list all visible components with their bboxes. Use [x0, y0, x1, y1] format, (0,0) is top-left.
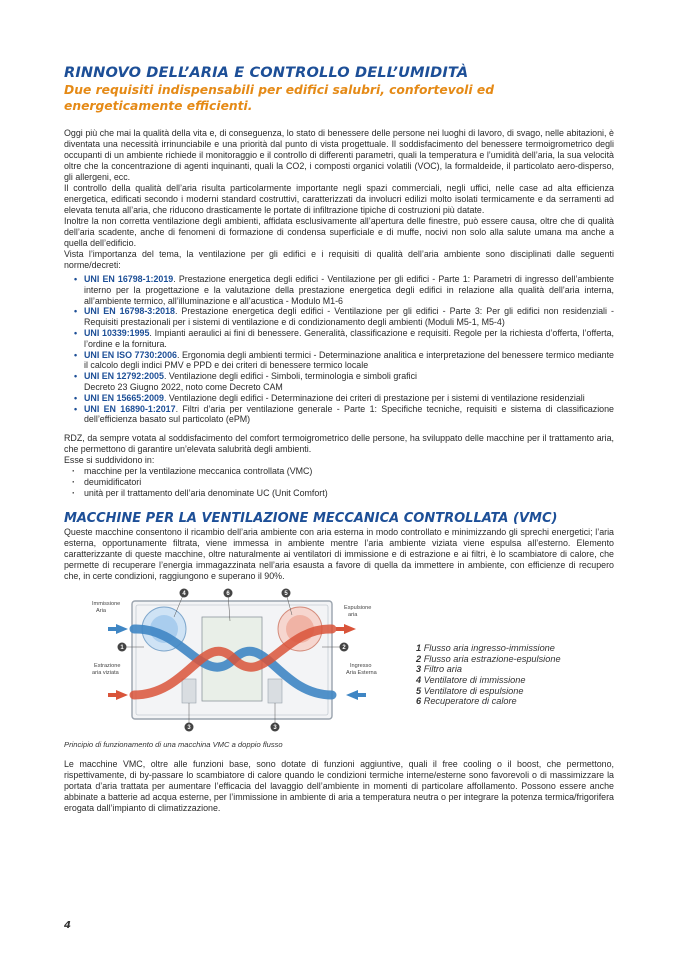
norms-list [64, 274, 614, 425]
page-number: 4 [64, 920, 71, 931]
legend-item: 2 Flusso aria estrazione-espulsione [416, 653, 561, 664]
intro-paragraph-3: Inoltre la non corretta ventilazione degli ambienti, affidata esclusivamente all’apertura delle finestre, può essere causa, oltre che di qualità dell’aria scadente, anche di fenomeni di formazione di condensa superficiale e di muffe, nocivi non solo alla salute umana ma anche a quella dell’edificio. [64, 216, 614, 248]
label-ingresso-1: Ingresso [350, 663, 372, 670]
exhaust-arrow-icon [336, 624, 356, 634]
machine-types-list [64, 466, 614, 499]
svg-text:1: 1 [120, 645, 124, 652]
page-title: RINNOVO DELL’ARIA E CONTROLLO DELL’UMIDITÀ [64, 64, 469, 81]
label-ingresso-2: Aria Esterna [346, 670, 377, 677]
supply-arrow-icon [108, 624, 128, 634]
norm-item: • UNI EN 16798-1:2019. Prestazione energetica degli edifici - Ventilazione per gli edifici - Parte 1: Parametri di ingresso dell’ambiente interno per la progettazione e la valutazione della prestazione energetica degli edifici in relazione alla qualità dell’aria interna, all’ambiente termico, all’illuminazione e all’acustica - Modulo M1-6 [84, 274, 614, 306]
page-content [64, 64, 614, 814]
intake-arrow-icon [346, 690, 366, 700]
intro-paragraph-2: Il controllo della qualità dell’aria risulta particolarmente importante negli spazi commerciali, negli uffici, nelle case ad alta efficienza energetica, edificati secondo i moderni standard costruttivi, caratterizzati da involucri edilizi molto isolati termicamente e da serramenti ad elevata tenuta all’aria, che riducono drasticamente le portate di infiltrazione tipiche di costruzioni più datate. [64, 183, 614, 215]
svg-text:2: 2 [342, 645, 346, 652]
diagram-caption: Principio di funzionamento di una macchina VMC a doppio flusso [64, 740, 283, 750]
label-immissione-2: Aria [96, 608, 106, 615]
legend-item: 4 Ventilatore di immissione [416, 674, 526, 685]
diagram-legend [416, 643, 561, 707]
filter-right [268, 679, 282, 703]
extract-arrow-icon [108, 690, 128, 700]
norm-item: • UNI EN 15665:2009. Ventilazione degli edifici - Determinazione dei criteri di prestazione per i sistemi di ventilazione residenziali [84, 393, 614, 404]
legend-item: 6 Recuperatore di calore [416, 696, 517, 707]
legend-item: 1 Flusso aria ingresso-immissione [416, 643, 555, 654]
label-espulsione-2: aria [348, 612, 358, 619]
label-estrazione-1: Estrazione [94, 663, 121, 670]
legend-item: 5 Ventilatore di espulsione [416, 685, 524, 696]
svg-text:4: 4 [182, 591, 186, 598]
vmc-diagram-illustration [64, 587, 404, 737]
label-estrazione-2: aria viziata [92, 670, 119, 677]
svg-text:3: 3 [273, 725, 277, 732]
norm-item: • UNI EN 16798-3:2018. Prestazione energetica degli edifici - Ventilazione per gli edifici - Parte 3: Per gli edifici non residenziali - Requisiti prestazionali per i sistemi di ventilazione e di condizionamento degli ambienti (Moduli M5-1, M5-4) [84, 306, 614, 328]
norm-item-note: Decreto 23 Giugno 2022, noto come Decreto CAM [84, 381, 283, 392]
label-immissione-1: Immissione [92, 601, 121, 608]
rdz-paragraph: RDZ, da sempre votata al soddisfacimento del comfort termoigrometrico delle persone, ha sviluppato delle macchine per il trattamento aria, che permettono di garantire un’elevata salubrità degli ambienti. [64, 433, 614, 455]
subdivision-intro: Esse si suddividono in: [64, 455, 155, 466]
machine-type-item: · macchine per la ventilazione meccanica controllata (VMC) [72, 466, 614, 477]
norm-item: • UNI EN ISO 7730:2006. Ergonomia degli ambienti termici - Determinazione analitica e interpretazione del benessere termico mediante il calcolo degli indici PMV e PPD e dei criteri di benessere termico locale [84, 350, 614, 372]
machine-type-item: · unità per il trattamento dell’aria denominate UC (Unit Comfort) [72, 488, 614, 499]
filter-left [182, 679, 196, 703]
vmc-section-title: MACCHINE PER LA VENTILAZIONE MECCANICA CONTROLLATA (VMC) [64, 511, 558, 527]
vmc-paragraph: Queste macchine consentono il ricambio dell’aria ambiente con aria esterna in modo controllato e minimizzando gli sprechi energetici; l’aria esterna, opportunamente filtrata, viene immessa in ambiente mentre l’aria ambiente viziata viene espulsa all’esterno. Elemento caratterizzante di queste macchine, oltre naturalmente ai ventilatori di immissione e di estrazione e ai filtri, è lo scambiatore di calore, che permette di recuperare l’energia immagazzinata nell’aria esausta a favore di quella da immettere in ambiente, con efficienze di recupero che, in certe condizioni, raggiungono e superano il 90%. [64, 527, 614, 582]
norm-item: • UNI EN 16890-1:2017. Filtri d’aria per ventilazione generale - Parte 1: Specifiche tecniche, requisiti e sistema di classificazione dell’efficienza basato sul particolato (ePM) [84, 404, 614, 426]
label-espulsione-1: Espulsione [344, 605, 372, 612]
intro-paragraph-1: Oggi più che mai la qualità della vita e, di conseguenza, lo stato di benessere delle persone nei luoghi di lavoro, di svago, nelle abitazioni, è diventata una necessità irrinunciabile e una priorità dal punto di vista progettuale. Il soddisfacimento del benessere termoigrometrico degli occupanti di un ambiente richiede il monitoraggio e il controllo di differenti parametri, quali la temperatura e l’umidità dell’aria, la sua velocità oltre che la concentrazione di agenti inquinanti, quali la CO2, i composti organici volatili (VOC), la formaldeide, il particolato aero-disperso, gli allergeni, ecc. [64, 128, 614, 182]
page-subtitle: Due requisiti indispensabili per edifici salubri, confortevoli ed energeticamente efficienti. [64, 83, 495, 113]
svg-text:5: 5 [284, 591, 288, 598]
closing-paragraph: Le macchine VMC, oltre alle funzioni base, sono dotate di funzioni aggiuntive, quali il free cooling o il boost, che permettono, rispettivamente, di by-passare lo scambiatore di calore quando le condizioni termiche interne/esterne sono favorevoli o di massimizzare la portata d’aria trattata per aumentare l’efficacia del lavaggio dell’ambiente in momenti di particolare affollamento. Possono essere anche abbinate a batterie ad acqua esterne, per l’immissione in ambiente di aria a temperatura neutra o per integrare la potenza termica/frigorifera erogata dall’impianto di climatizzazione. [64, 759, 614, 814]
norm-item: • UNI 10339:1995. Impianti aeraulici ai fini di benessere. Generalità, classificazione e requisiti. Regole per la richiesta d’offerta, l’offerta, l’ordine e la fornitura. [84, 328, 614, 350]
norm-item: • UNI EN 12792:2005. Ventilazione degli edifici - Simboli, terminologia e simboli grafici [84, 371, 614, 382]
svg-text:3: 3 [187, 725, 191, 732]
svg-text:6: 6 [226, 591, 230, 598]
legend-item: 3 Filtro aria [416, 664, 462, 675]
machine-type-item: · deumidificatori [72, 477, 614, 488]
vmc-diagram [64, 587, 614, 737]
intro-paragraph-4: Vista l’importanza del tema, la ventilazione per gli edifici e i requisiti di qualità dell’aria ambiente sono disciplinati dalle seguenti norme/decreti: [64, 249, 614, 270]
